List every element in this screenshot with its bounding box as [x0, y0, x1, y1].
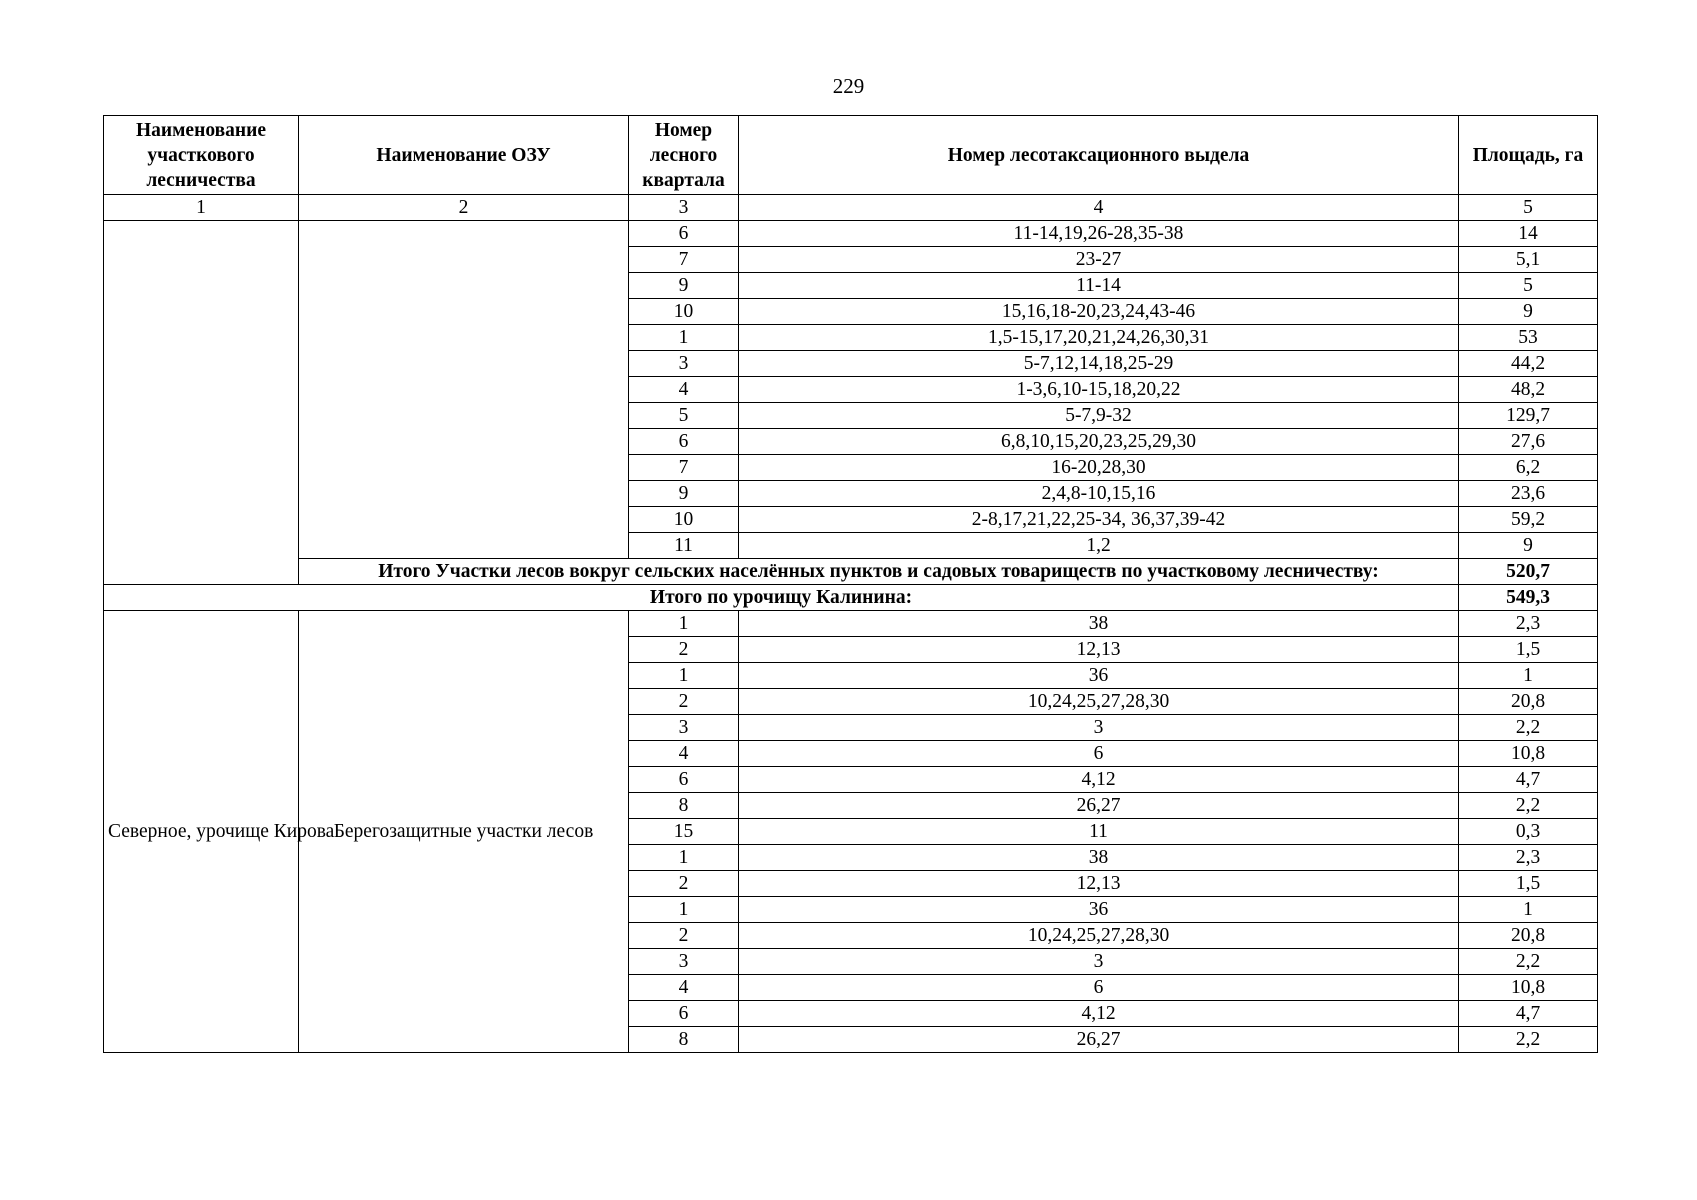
page-number: 229 — [832, 74, 865, 98]
area-cell: 20,8 — [1459, 923, 1598, 949]
total-row — [104, 585, 1598, 611]
area-cell: 129,7 — [1459, 403, 1598, 429]
quarter-cell: 8 — [629, 1027, 739, 1053]
quarter-cell: 7 — [629, 455, 739, 481]
subtotal-label: Итого Участки лесов вокруг сельских населённых пунктов и садовых товариществ по участковому лесничеству: — [299, 559, 1459, 585]
area-cell: 10,8 — [1459, 975, 1598, 1001]
area-cell: 0,3 — [1459, 819, 1598, 845]
quarter-cell: 2 — [629, 871, 739, 897]
plots-cell: 1,5-15,17,20,21,24,26,30,31 — [739, 325, 1459, 351]
plots-cell: 23-27 — [739, 247, 1459, 273]
quarter-cell: 1 — [629, 897, 739, 923]
area-cell: 44,2 — [1459, 351, 1598, 377]
quarter-cell: 10 — [629, 507, 739, 533]
plots-cell: 1,2 — [739, 533, 1459, 559]
plots-cell: 26,27 — [739, 793, 1459, 819]
area-cell: 1 — [1459, 663, 1598, 689]
area-cell: 4,7 — [1459, 1001, 1598, 1027]
plots-cell: 10,24,25,27,28,30 — [739, 689, 1459, 715]
plots-cell: 38 — [739, 611, 1459, 637]
header-quarter: Номер лесного квартала — [629, 116, 739, 195]
area-cell: 2,2 — [1459, 715, 1598, 741]
plots-cell: 26,27 — [739, 1027, 1459, 1053]
header-area: Площадь, га — [1459, 116, 1598, 195]
plots-cell: 1-3,6,10-15,18,20,22 — [739, 377, 1459, 403]
area-cell: 5 — [1459, 273, 1598, 299]
quarter-cell: 9 — [629, 273, 739, 299]
area-cell: 1 — [1459, 897, 1598, 923]
area-cell: 5,1 — [1459, 247, 1598, 273]
quarter-cell: 6 — [629, 1001, 739, 1027]
plots-cell: 6,8,10,15,20,23,25,29,30 — [739, 429, 1459, 455]
plots-cell: 12,13 — [739, 871, 1459, 897]
plots-cell: 6 — [739, 975, 1459, 1001]
total-label: Итого по урочищу Калинина: — [104, 585, 1459, 611]
area-cell: 59,2 — [1459, 507, 1598, 533]
plots-cell: 5-7,12,14,18,25-29 — [739, 351, 1459, 377]
quarter-cell: 2 — [629, 923, 739, 949]
header-ozu: Наименование ОЗУ — [299, 116, 629, 195]
plots-cell: 11-14,19,26-28,35-38 — [739, 221, 1459, 247]
table-row — [104, 221, 1598, 247]
subtotal-row — [104, 559, 1598, 585]
table-row — [104, 611, 1598, 637]
plots-cell: 16-20,28,30 — [739, 455, 1459, 481]
quarter-cell: 1 — [629, 663, 739, 689]
area-cell: 2,2 — [1459, 793, 1598, 819]
ozu-cell: Берегозащитные участки лесов — [299, 611, 629, 1053]
plots-cell: 5-7,9-32 — [739, 403, 1459, 429]
plots-cell: 10,24,25,27,28,30 — [739, 923, 1459, 949]
plots-cell: 38 — [739, 845, 1459, 871]
plots-cell: 15,16,18-20,23,24,43-46 — [739, 299, 1459, 325]
area-cell: 2,3 — [1459, 845, 1598, 871]
area-cell: 4,7 — [1459, 767, 1598, 793]
plots-cell: 3 — [739, 949, 1459, 975]
total-value: 549,3 — [1459, 585, 1598, 611]
plots-cell: 4,12 — [739, 1001, 1459, 1027]
plots-cell: 4,12 — [739, 767, 1459, 793]
ozu-cell-empty — [299, 221, 629, 559]
quarter-cell: 1 — [629, 845, 739, 871]
plots-cell: 2,4,8-10,15,16 — [739, 481, 1459, 507]
header-row — [104, 116, 1598, 195]
header-forestry: Наименование участкового лесничества — [104, 116, 299, 195]
area-cell: 48,2 — [1459, 377, 1598, 403]
column-number: 4 — [739, 195, 1459, 221]
area-cell: 2,2 — [1459, 1027, 1598, 1053]
quarter-cell: 8 — [629, 793, 739, 819]
column-number: 1 — [104, 195, 299, 221]
quarter-cell: 2 — [629, 637, 739, 663]
area-cell: 53 — [1459, 325, 1598, 351]
quarter-cell: 15 — [629, 819, 739, 845]
area-cell: 1,5 — [1459, 637, 1598, 663]
forestry-cell-empty — [104, 221, 299, 585]
quarter-cell: 3 — [629, 351, 739, 377]
quarter-cell: 6 — [629, 429, 739, 455]
area-cell: 1,5 — [1459, 871, 1598, 897]
area-cell: 14 — [1459, 221, 1598, 247]
plots-cell: 2-8,17,21,22,25-34, 36,37,39-42 — [739, 507, 1459, 533]
quarter-cell: 3 — [629, 949, 739, 975]
quarter-cell: 4 — [629, 741, 739, 767]
area-cell: 2,3 — [1459, 611, 1598, 637]
quarter-cell: 4 — [629, 975, 739, 1001]
quarter-cell: 4 — [629, 377, 739, 403]
area-cell: 10,8 — [1459, 741, 1598, 767]
forestry-cell: Северное, урочище Кирова — [104, 611, 299, 1053]
quarter-cell: 1 — [629, 611, 739, 637]
forest-plots-table — [103, 115, 1598, 1053]
area-cell: 2,2 — [1459, 949, 1598, 975]
plots-cell: 6 — [739, 741, 1459, 767]
quarter-cell: 6 — [629, 767, 739, 793]
plots-cell: 36 — [739, 663, 1459, 689]
area-cell: 20,8 — [1459, 689, 1598, 715]
plots-cell: 3 — [739, 715, 1459, 741]
subtotal-value: 520,7 — [1459, 559, 1598, 585]
area-cell: 6,2 — [1459, 455, 1598, 481]
area-cell: 23,6 — [1459, 481, 1598, 507]
area-cell: 27,6 — [1459, 429, 1598, 455]
header-plots: Номер лесотаксационного выдела — [739, 116, 1459, 195]
column-number: 5 — [1459, 195, 1598, 221]
quarter-cell: 10 — [629, 299, 739, 325]
quarter-cell: 7 — [629, 247, 739, 273]
area-cell: 9 — [1459, 533, 1598, 559]
quarter-cell: 9 — [629, 481, 739, 507]
area-cell: 9 — [1459, 299, 1598, 325]
plots-cell: 12,13 — [739, 637, 1459, 663]
quarter-cell: 11 — [629, 533, 739, 559]
quarter-cell: 3 — [629, 715, 739, 741]
plots-cell: 36 — [739, 897, 1459, 923]
plots-cell: 11-14 — [739, 273, 1459, 299]
quarter-cell: 5 — [629, 403, 739, 429]
column-number: 2 — [299, 195, 629, 221]
column-number: 3 — [629, 195, 739, 221]
quarter-cell: 2 — [629, 689, 739, 715]
plots-cell: 11 — [739, 819, 1459, 845]
quarter-cell: 6 — [629, 221, 739, 247]
quarter-cell: 1 — [629, 325, 739, 351]
column-number-row — [104, 195, 1598, 221]
